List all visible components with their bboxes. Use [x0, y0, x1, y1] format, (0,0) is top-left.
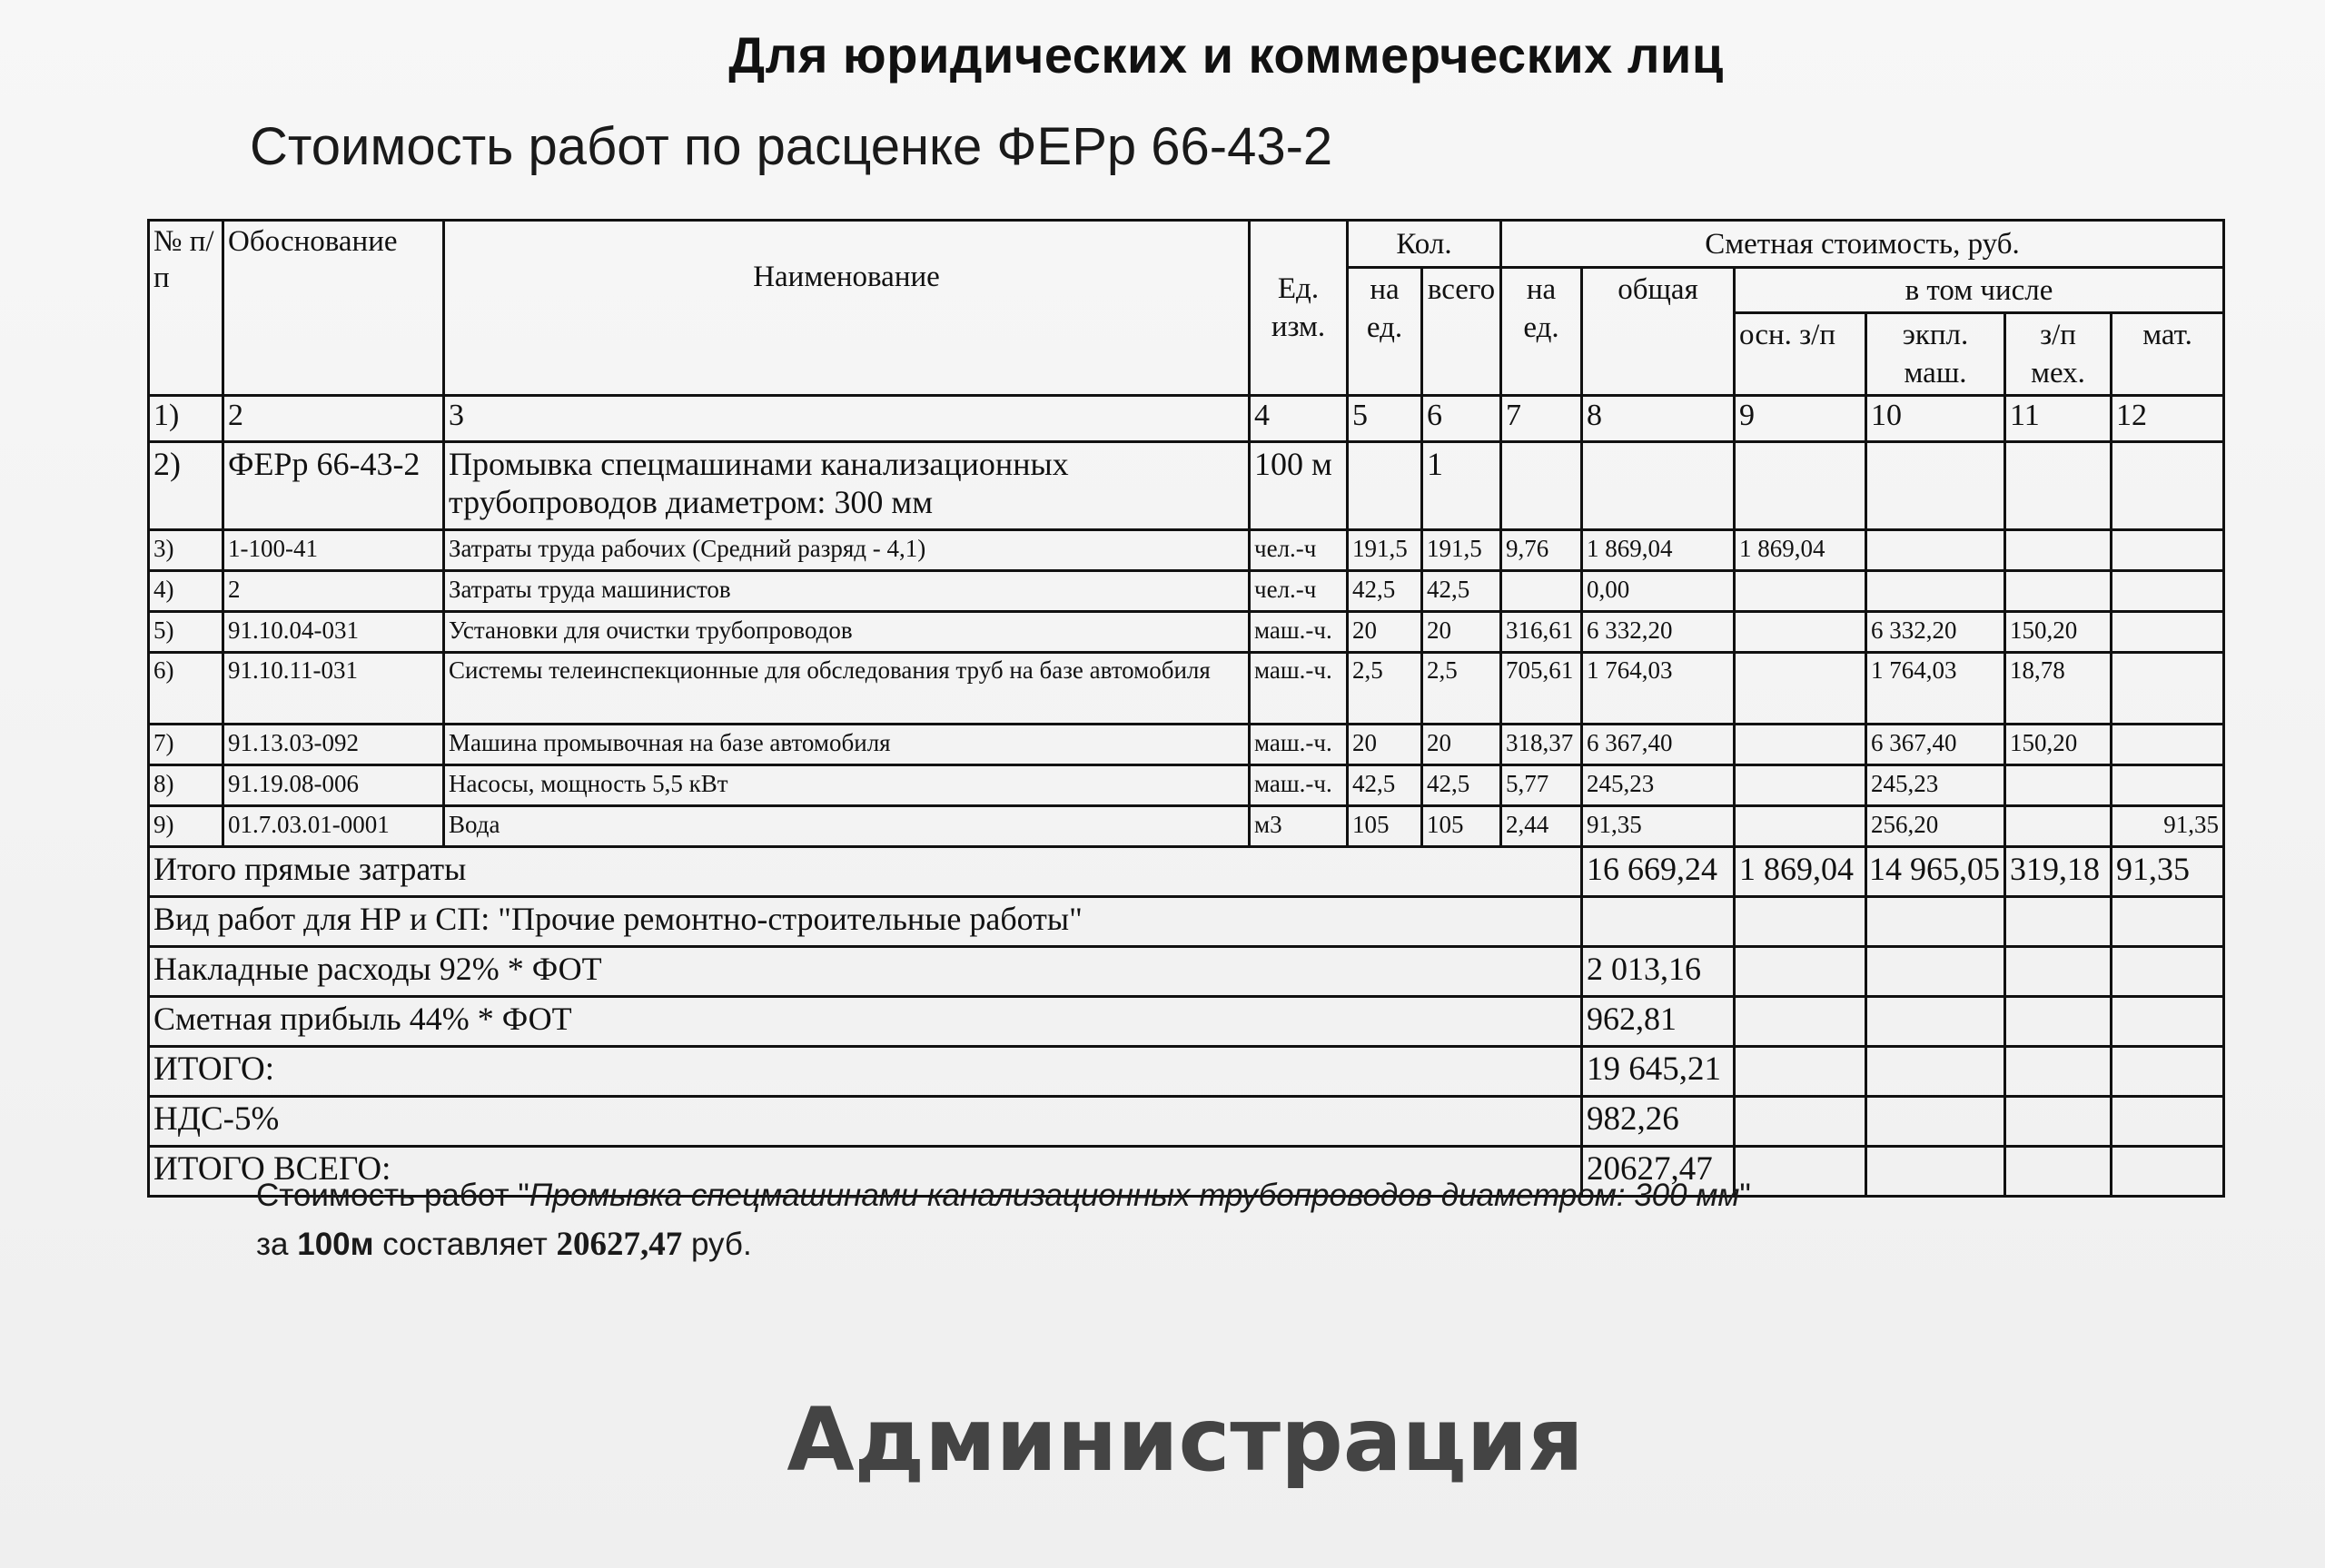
cell-price [1501, 442, 1582, 530]
cell-materials [2112, 653, 2224, 725]
note-work-name: Промывка спецмашинами канализационных трубопроводов диаметром: 300 мм [529, 1178, 1740, 1213]
cell-qty-total: 42,5 [1422, 765, 1501, 806]
cell-no: 4) [149, 571, 223, 612]
col-number: 9 [1735, 396, 1866, 442]
cell-price: 318,37 [1501, 725, 1582, 765]
vat-label: НДС-5% [149, 1097, 1582, 1147]
work-type-row [149, 897, 2224, 947]
grand-total-value: 20627,47 [1582, 1147, 1735, 1197]
cell-materials [2112, 530, 2224, 571]
cell-qty-unit: 20 [1348, 612, 1422, 653]
cell-materials [2112, 571, 2224, 612]
cell-qty-total: 1 [1422, 442, 1501, 530]
administration-label: Администрация [787, 1389, 1584, 1491]
col-number: 5 [1348, 396, 1422, 442]
cell-name: Промывка спецмашинами канализационных трубопроводов диаметром: 300 мм [444, 442, 1250, 530]
header-qty-total: всего [1422, 268, 1501, 396]
cell-basis: 2 [223, 571, 444, 612]
cell-price [1501, 571, 1582, 612]
cell-unit: чел.-ч [1250, 530, 1348, 571]
direct-costs-materials: 91,35 [2112, 847, 2224, 897]
cell-base-wage [1735, 765, 1866, 806]
table-row [149, 530, 2224, 571]
cell-basis: 91.13.03-092 [223, 725, 444, 765]
cell-unit: 100 м [1250, 442, 1348, 530]
header-machine-op: экпл. маш. [1866, 313, 2005, 396]
vat-row [149, 1097, 2224, 1147]
table-row [149, 765, 2224, 806]
estimate-table [147, 219, 2225, 1198]
cell-base-wage [1735, 653, 1866, 725]
cell-unit: маш.-ч. [1250, 653, 1348, 725]
direct-costs-total: 16 669,24 [1582, 847, 1735, 897]
header-cost: Сметная стоимость, руб. [1501, 221, 2224, 268]
overhead-total: 2 013,16 [1582, 947, 1735, 997]
cell-unit: м3 [1250, 806, 1348, 847]
cell-name: Машина промывочная на базе автомобиля [444, 725, 1250, 765]
cell-qty-unit: 42,5 [1348, 571, 1422, 612]
column-numbers-row [149, 396, 2224, 442]
header-cost-per-unit: на ед. [1501, 268, 1582, 396]
header-mech-wage: з/п мех. [2005, 313, 2112, 396]
cell-total: 0,00 [1582, 571, 1735, 612]
overhead-label: Накладные расходы 92% * ФОТ [149, 947, 1582, 997]
cell-basis: 01.7.03.01-0001 [223, 806, 444, 847]
table-row [149, 725, 2224, 765]
work-type-label: Вид работ для НР и СП: "Прочие ремонтно-строительные работы" [149, 897, 1582, 947]
cell-total: 6 332,20 [1582, 612, 1735, 653]
cell-qty-total: 20 [1422, 612, 1501, 653]
vat-total: 982,26 [1582, 1097, 1735, 1147]
cell-machine [1866, 442, 2005, 530]
cell-base-wage [1735, 442, 1866, 530]
cell-base-wage [1735, 806, 1866, 847]
cell-base-wage [1735, 725, 1866, 765]
cell-mech-wage [2005, 571, 2112, 612]
cell-total: 6 367,40 [1582, 725, 1735, 765]
header-qty: Кол. [1348, 221, 1501, 268]
subtotal-total: 19 645,21 [1582, 1047, 1735, 1097]
work-type-total [1582, 897, 1735, 947]
cell-basis: 91.19.08-006 [223, 765, 444, 806]
cell-qty-total: 42,5 [1422, 571, 1501, 612]
note-qty: 100м [297, 1227, 374, 1262]
cell-total: 1 764,03 [1582, 653, 1735, 725]
cell-price: 705,61 [1501, 653, 1582, 725]
header-qty-per-unit: на ед. [1348, 268, 1422, 396]
cell-qty-total: 2,5 [1422, 653, 1501, 725]
direct-costs-row [149, 847, 2224, 897]
cell-materials: 91,35 [2112, 806, 2224, 847]
document-heading: Для юридических и коммерческих лиц [728, 26, 1724, 84]
cell-basis: 91.10.04-031 [223, 612, 444, 653]
cell-machine: 6 332,20 [1866, 612, 2005, 653]
cell-no: 5) [149, 612, 223, 653]
col-number: 11 [2005, 396, 2112, 442]
overhead-row [149, 947, 2224, 997]
header-cost-total: общая [1582, 268, 1735, 396]
header-name: Наименование [444, 221, 1250, 396]
table-row-main [149, 442, 2224, 530]
cell-name: Установки для очистки трубопроводов [444, 612, 1250, 653]
cell-mech-wage: 150,20 [2005, 725, 2112, 765]
profit-total: 962,81 [1582, 997, 1735, 1047]
cell-name: Насосы, мощность 5,5 кВт [444, 765, 1250, 806]
cell-materials [2112, 442, 2224, 530]
cell-total: 245,23 [1582, 765, 1735, 806]
subtotal-row [149, 1047, 2224, 1097]
cell-basis: ФЕРр 66-43-2 [223, 442, 444, 530]
cell-unit: маш.-ч. [1250, 765, 1348, 806]
cell-materials [2112, 765, 2224, 806]
cost-note-line1 [256, 1178, 1751, 1214]
col-number: 8 [1582, 396, 1735, 442]
cell-name: Вода [444, 806, 1250, 847]
cell-qty-unit: 2,5 [1348, 653, 1422, 725]
cell-price: 9,76 [1501, 530, 1582, 571]
cell-unit: чел.-ч [1250, 571, 1348, 612]
cell-mech-wage [2005, 530, 2112, 571]
cell-qty-unit [1348, 442, 1422, 530]
cell-name: Затраты труда машинистов [444, 571, 1250, 612]
header-basis: Обоснование [223, 221, 444, 396]
col-number: 6 [1422, 396, 1501, 442]
cell-price: 5,77 [1501, 765, 1582, 806]
note-line2-b: составляет [373, 1227, 557, 1262]
cell-qty-unit: 191,5 [1348, 530, 1422, 571]
cell-no: 3) [149, 530, 223, 571]
header-unit: Ед. изм. [1250, 221, 1348, 396]
header-materials: мат. [2112, 313, 2224, 396]
document-subheading: Стоимость работ по расценке ФЕРр 66-43-2 [250, 117, 1333, 176]
header-base-wage: осн. з/п [1735, 313, 1866, 396]
table-row [149, 806, 2224, 847]
cell-qty-total: 20 [1422, 725, 1501, 765]
cell-qty-unit: 42,5 [1348, 765, 1422, 806]
note-prefix: Стоимость работ " [256, 1178, 529, 1213]
cell-base-wage [1735, 571, 1866, 612]
cell-price: 2,44 [1501, 806, 1582, 847]
cell-qty-unit: 105 [1348, 806, 1422, 847]
cell-machine [1866, 571, 2005, 612]
cell-no: 6) [149, 653, 223, 725]
cell-base-wage: 1 869,04 [1735, 530, 1866, 571]
note-line2-a: за [256, 1227, 298, 1262]
cell-mech-wage [2005, 442, 2112, 530]
profit-label: Сметная прибыль 44% * ФОТ [149, 997, 1582, 1047]
col-number: 2 [223, 396, 444, 442]
note-suffix: " [1739, 1178, 1751, 1213]
col-number: 7 [1501, 396, 1582, 442]
table-row [149, 612, 2224, 653]
cell-total: 1 869,04 [1582, 530, 1735, 571]
cell-machine: 256,20 [1866, 806, 2005, 847]
cell-mech-wage: 18,78 [2005, 653, 2112, 725]
cell-total [1582, 442, 1735, 530]
cell-name: Затраты труда рабочих (Средний разряд - 4,1) [444, 530, 1250, 571]
cell-basis: 1-100-41 [223, 530, 444, 571]
grand-total-label: ИТОГО ВСЕГО: [149, 1147, 1582, 1197]
cell-qty-total: 191,5 [1422, 530, 1501, 571]
col-number: 10 [1866, 396, 2005, 442]
cell-machine: 6 367,40 [1866, 725, 2005, 765]
cell-base-wage [1735, 612, 1866, 653]
cell-materials [2112, 612, 2224, 653]
table-row [149, 571, 2224, 612]
cell-basis: 91.10.11-031 [223, 653, 444, 725]
direct-costs-mech-wage: 319,18 [2005, 847, 2112, 897]
cell-machine: 1 764,03 [1866, 653, 2005, 725]
cell-machine [1866, 530, 2005, 571]
col-number: 1) [149, 396, 223, 442]
col-number: 3 [444, 396, 1250, 442]
cell-unit: маш.-ч. [1250, 612, 1348, 653]
cell-no: 8) [149, 765, 223, 806]
cell-no: 2) [149, 442, 223, 530]
header-including: в том числе [1735, 268, 2224, 313]
subtotal-label: ИТОГО: [149, 1047, 1582, 1097]
table-row [149, 653, 2224, 725]
cell-qty-total: 105 [1422, 806, 1501, 847]
cell-name: Системы телеинспекционные для обследования труб на базе автомобиля [444, 653, 1250, 725]
cell-unit: маш.-ч. [1250, 725, 1348, 765]
cell-materials [2112, 725, 2224, 765]
note-amount: 20627,47 [556, 1226, 683, 1263]
col-number: 12 [2112, 396, 2224, 442]
cell-price: 316,61 [1501, 612, 1582, 653]
note-line2-c: руб. [682, 1227, 752, 1262]
cell-qty-unit: 20 [1348, 725, 1422, 765]
cell-no: 7) [149, 725, 223, 765]
cell-mech-wage [2005, 806, 2112, 847]
cell-mech-wage [2005, 765, 2112, 806]
cell-no: 9) [149, 806, 223, 847]
cell-total: 91,35 [1582, 806, 1735, 847]
profit-row [149, 997, 2224, 1047]
cell-machine: 245,23 [1866, 765, 2005, 806]
direct-costs-label: Итого прямые затраты [149, 847, 1582, 897]
header-no: № п/п [149, 221, 223, 396]
direct-costs-machine: 14 965,05 [1866, 847, 2005, 897]
cell-mech-wage: 150,20 [2005, 612, 2112, 653]
col-number: 4 [1250, 396, 1348, 442]
cost-note-line2 [256, 1225, 752, 1264]
direct-costs-base-wage: 1 869,04 [1735, 847, 1866, 897]
